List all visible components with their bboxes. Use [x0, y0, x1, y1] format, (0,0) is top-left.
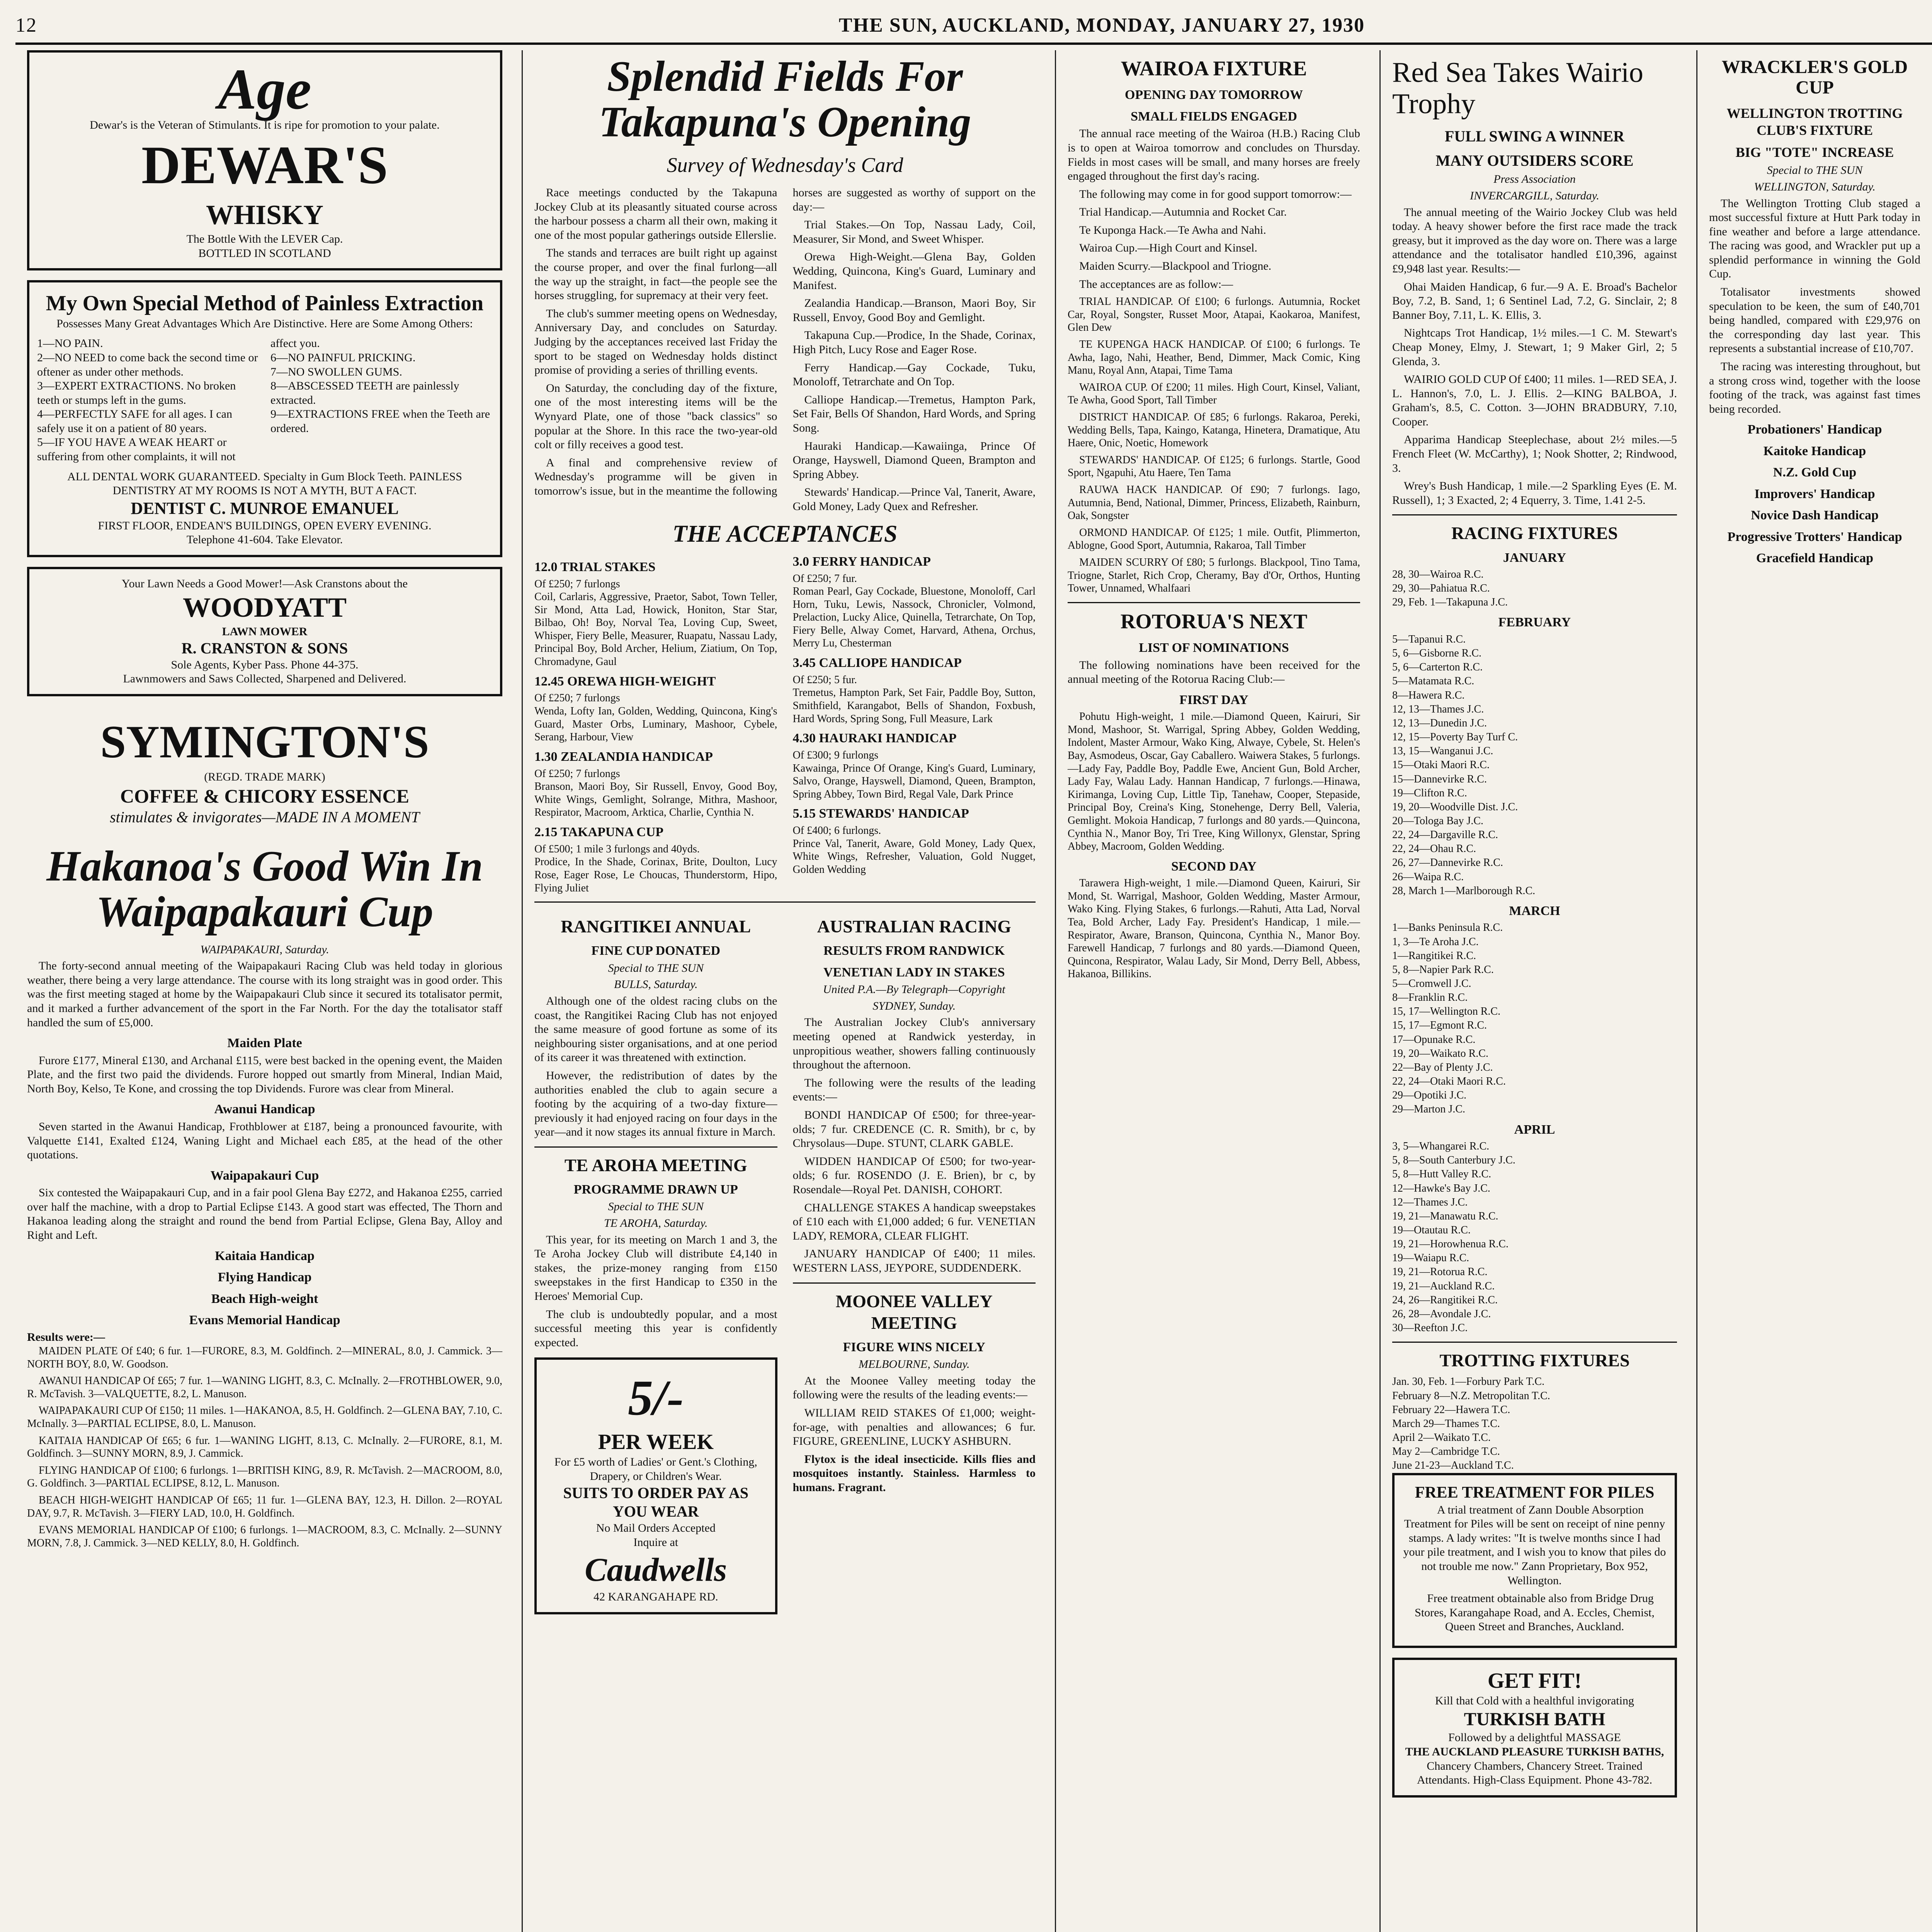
rangitikei-paragraph: Although one of the oldest racing clubs on the coast, the Rangitikei Racing Club has not enjoyed the same measure of good fortune as some of its neighbouring sister organisations, and at one period of its career it was threatened with extinction. [534, 994, 777, 1064]
fixture-item: 3, 5—Whangarei R.C. [1392, 1140, 1490, 1153]
wairoa-paragraph: The following may come in for good support tomorrow:— [1079, 187, 1352, 201]
fixture-item: Jan. 30, Feb. 1—Forbury Park T.C. [1392, 1376, 1545, 1388]
column-1 [15, 50, 514, 1932]
woodyatt-brand: WOODYATT [182, 592, 347, 623]
fixture-item: 5, 6—Carterton R.C. [1392, 661, 1483, 673]
hakanoa-paragraph: Six contested the Waipapakauri Cup, and in a fair pool Glena Bay £272, and Hakanoa £255, carried over half the machine, with a drop to Partial Eclipse £143. A good start was effected, The Thorn and Hakanoa leading along the straight and round the bend from Partial Eclipse, Glena Bay, Alloy and Right and Left. [27, 1186, 502, 1242]
result-item: WIDDEN HANDICAP Of £500; for two-year-olds; 6 fur. ROSENDO (J. E. Brien), br c, by Rosendale—Royal Pet. DANISH, COHORT. [793, 1155, 1036, 1196]
dentist-phone: Telephone 41-604. [186, 533, 274, 546]
fixture-item: 15, 17—Wellington R.C. [1392, 1005, 1501, 1018]
page-number: 12 [15, 14, 37, 36]
woodyatt-agents: Sole Agents, Kyber Pass. Phone 44-375. [171, 658, 359, 671]
race-time: 4.30 [793, 731, 816, 746]
fixture-item: 12—Hawke's Bay J.C. [1392, 1182, 1490, 1194]
fixture-item: 13, 15—Wanganui J.C. [1392, 745, 1493, 757]
rotorua-subhead: LIST OF NOMINATIONS [1139, 641, 1289, 655]
piles-agents: Free treatment obtainable also from Bridge Drug Stores, Karangahape Road, and A. Eccles, Chemist, Queen Street and Branches, Auckland. [1415, 1592, 1655, 1633]
race-name: FERRY HANDICAP [812, 554, 931, 569]
fixture-item: 26, 28—Avondale J.C. [1392, 1308, 1491, 1320]
acceptance-race [793, 806, 1036, 876]
dentist-intro: Possesses Many Great Advantages Which Are Distinctive. Here are Some Among Others: [56, 317, 473, 330]
dewars-tagline: Dewar's is the Veteran of Stimulants. It is ripe for promotion to your palate. [90, 119, 440, 131]
wrackler-headline: WRACKLER'S GOLD CUP [1721, 57, 1908, 98]
rangitikei-teAroha [534, 910, 777, 1622]
bath-venue: THE AUCKLAND PLEASURE TURKISH BATHS, [1405, 1745, 1664, 1759]
takapuna-suggestion: Orewa High-Weight.—Glena Bay, Golden Wedding, Quincona, King's Guard, Luminary and Manifest. [793, 250, 1036, 292]
dentist-lift: Take Elevator. [276, 533, 343, 546]
takapuna-suggestion: Hauraki Handicap.—Kawaiinga, Prince Of Orange, Hayswell, Diamond Queen, Brampton and Spring Abbey. [793, 439, 1036, 481]
wairoa-race: MAIDEN SCURRY Of £80; 5 furlongs. Blackpool, Tino Tama, Triogne, Starlet, Rich Crop, Cheramy, Bay d'Or, Orthos, Hunting Tower, Unnamed, Whalfaari [1068, 556, 1360, 595]
wairoa-race: TRIAL HANDICAP. Of £100; 6 furlongs. Autumnia, Rocket Car, Royal, Songster, Russet Moor, Atapai, Kaokaroa, Manifest, Glen Dew [1068, 296, 1360, 334]
wrackler-subhead: WELLINGTON TROTTING CLUB'S FIXTURE [1726, 105, 1903, 138]
fixture-item: April 2—Waikato T.C. [1392, 1431, 1491, 1444]
result-item: MAIDEN PLATE Of £40; 6 fur. 1—FURORE, 8.3, M. Goldfinch. 2—MINERAL, 8.0, J. Cammick. 3—NORTH BOY, 8.0, W. Goodson. [27, 1345, 502, 1370]
caudwells-per: PER WEEK [598, 1430, 714, 1454]
redsea-headline: Red Sea Takes Wairio Trophy [1392, 57, 1643, 120]
lower-section [534, 910, 1036, 1622]
fixture-item: 17—Opunake R.C. [1392, 1033, 1476, 1046]
fixture-item: 15—Otaki Maori R.C. [1392, 759, 1490, 771]
race-name: OREWA HIGH-WEIGHT [567, 674, 716, 689]
dentist-headline: My Own Special Method of Painless Extraction [46, 291, 484, 316]
dentist-guarantee: ALL DENTAL WORK GUARANTEED. Specialty in Gum Block Teeth. PAINLESS DENTISTRY AT MY ROOMS IS NOT A MYTH, BUT A FACT. [67, 470, 462, 497]
takapuna-suggestion: Calliope Handicap.—Tremetus, Hampton Park, Set Fair, Bells Of Shandon, Hard Words, and Spring Song. [793, 393, 1036, 434]
fixture-item: February 8—N.Z. Metropolitan T.C. [1392, 1389, 1550, 1402]
symingtons-slogan: stimulates & invigorates—MADE IN A MOMENT [110, 808, 420, 826]
fixture-item: 5—Matamata R.C. [1392, 675, 1475, 687]
wairoa-race: WAIROA CUP. Of £200; 11 miles. High Court, Kinsel, Valiant, Te Awha, Good Sport, Tall Timber [1068, 381, 1360, 406]
symingtons-ad [27, 706, 502, 835]
hakanoa-subhead: Maiden Plate [227, 1036, 302, 1051]
bath-product: TURKISH BATH [1464, 1709, 1605, 1730]
moonee-headline: MOONEE VALLEY MEETING [835, 1291, 993, 1333]
trotting-fixtures-headline: TROTTING FIXTURES [1439, 1350, 1630, 1371]
acceptance-race [534, 560, 777, 668]
result-item: AWANUI HANDICAP Of £65; 7 fur. 1—WANING LIGHT, 8.3, C. McInally. 2—FROTHBLOWER, 9.0, R. McTavish. 3—VALQUETTE, 8.2, L. Manuson. [27, 1375, 502, 1400]
race-entries: Prince Val, Tanerit, Aware, Gold Money, Lady Quex, White Wings, Refresher, Valuation, Gold Nugget, Golden Wedding [793, 837, 1036, 876]
race-terms: Of £250; 7 furlongs [534, 692, 620, 704]
fixture-item: May 2—Cambridge T.C. [1392, 1446, 1500, 1458]
fixture-item: 29, Feb. 1—Takapuna J.C. [1392, 596, 1508, 609]
woodyatt-footer: Lawnmowers and Saws Collected, Sharpened and Delivered. [123, 672, 406, 685]
wairoa-paragraph: Te Kuponga Hack.—Te Awha and Nahi. [1079, 223, 1266, 236]
rotorua-headline: ROTORUA'S NEXT [1120, 609, 1308, 633]
dentist-point: 1—NO PAIN. [37, 337, 103, 350]
race-terms: Of £250; 5 fur. [793, 673, 857, 686]
result-item: EVANS MEMORIAL HANDICAP Of £100; 6 furlongs. 1—MACROOM, 8.3, C. McInally. 2—SUNNY MORN, 7.8, J. Cammick. 3—NED KELLY, 8.0, H. Goldfinch. [27, 1524, 502, 1549]
dewars-headline: Age [218, 57, 311, 121]
wairoa-subhead2: SMALL FIELDS ENGAGED [1131, 109, 1297, 124]
woodyatt-ad [27, 567, 502, 696]
wairoa-paragraph: The annual race meeting of the Wairoa (H.B.) Racing Club is to open at Wairoa tomorrow and concludes on Thursday. Fields in most cases will be small, and many horses are freely engaged throughout the first day's racing. [1068, 127, 1360, 183]
race-name: HAURAKI HANDICAP [819, 731, 957, 746]
racing-fixtures-headline: RACING FIXTURES [1451, 523, 1618, 543]
moonee-paragraph: At the Moonee Valley meeting today the following were the results of the leading events:— [793, 1374, 1036, 1401]
dentist-point: 4—PERFECTLY SAFE for all ages. I can safely use it on a patient of 80 years. [37, 408, 232, 435]
australian-dateline: SYDNEY, Sunday. [872, 999, 956, 1012]
fixture-item: 28, 30—Wairoa R.C. [1392, 568, 1484, 581]
result-item: BONDI HANDICAP Of £500; for three-year-olds; 7 fur. CREDENCE (C. R. Smith), br c, by Chrysolaus—Dupe. STUNT, CLARK GABLE. [793, 1108, 1036, 1150]
redsea-subhead2: MANY OUTSIDERS SCORE [1435, 151, 1634, 169]
race-terms: Of £250; 7 furlongs [534, 767, 620, 780]
result-item: CHALLENGE STAKES A handicap sweepstakes of £10 each with £1,000 added; 6 fur. VENETIAN LADY, REMORA, CLEAR FLIGHT. [793, 1201, 1036, 1242]
race-name: TAKAPUNA CUP [560, 825, 664, 840]
fixture-item: 29—Opotiki J.C. [1392, 1089, 1467, 1102]
rotorua-intro: The following nominations have been received for the annual meeting of the Rotorua Racing Club:— [1068, 658, 1360, 686]
fixture-item: 22—Bay of Plenty J.C. [1392, 1061, 1493, 1073]
symingtons-product: COFFEE & CHICORY ESSENCE [120, 785, 409, 807]
wrackler-paragraph: The Wellington Trotting Club staged a most successful fixture at Hutt Park today in fine weather and before a large attendance. The racing was good, and Wrackler put up a splendid performance in winning the Gold Cup. [1709, 197, 1920, 281]
takapuna-paragraph: The stands and terraces are built right up against the course proper, and over the final furlong—all the way up the straight, in fact—the people see the horses struggling, for supremacy at their very feet. [534, 247, 777, 302]
rotorua-day: FIRST DAY [1179, 692, 1248, 707]
acceptance-race [534, 674, 777, 744]
fixture-item: 22, 24—Otaki Maori R.C. [1392, 1075, 1506, 1088]
race-time: 1.30 [534, 749, 558, 764]
wrackler-paragraph: Totalisator investments showed speculation to be keen, the sum of £40,701 being handled, compared with £29,976 on the corresponding day last year. This represents a substantial increase of £10,707. [1709, 286, 1920, 355]
race-entries: Wenda, Lofty Ian, Golden, Wedding, Quincona, King's Guard, Master Orbs, Luminary, Mashoor, Cybele, Serang, Harbour, View [534, 705, 777, 743]
wrackler-subhead-race: Improvers' Handicap [1754, 486, 1875, 501]
teAroha-dateline: TE AROHA, Saturday. [604, 1217, 708, 1230]
trotting-fixtures-list [1392, 1375, 1677, 1472]
race-terms: Of £400; 6 furlongs. [793, 825, 881, 837]
fixture-item: 20—Tologa Bay J.C. [1392, 815, 1484, 827]
fixture-item: 19—Clifton R.C. [1392, 787, 1467, 799]
moonee-paragraph: WILLIAM REID STAKES Of £1,000; weight-for-age, with penalties and allowances; 6 fur. FIGURE, GREENLINE, LUCKY ASHBURN. [793, 1406, 1036, 1448]
wairoa-race: RAUWA HACK HANDICAP. Of £90; 7 furlongs. Iago, Autumnia, Bend, National, Dimmer, Princess, Elizabeth, Rainburn, Oak, Songster [1068, 483, 1360, 522]
result-item: KAITAIA HANDICAP Of £65; 6 fur. 1—WANING LIGHT, 8.13, C. McInally. 2—FURORE, 8.1, M. Goldfinch. 3—SUNNY MORN, 8.9, J. Cammick. [27, 1434, 502, 1460]
race-terms: Of £500; 1 mile 3 furlongs and 40yds. [534, 843, 700, 855]
wrackler-subhead-race: Novice Dash Handicap [1751, 508, 1879, 523]
race-entries: Roman Pearl, Gay Cockade, Bluestone, Monoloff, Carl Horn, Tuku, Lewis, Nassock, Chronicler, Volmond, Prelaction, Lucky Alice, Quinella, Tetrarchate, On Top, Fiery Belle, Alway Comet, Harvard, Athena, Orchus, Merry Lu, Chesterman [793, 585, 1036, 650]
wrackler-subhead-race: Probationers' Handicap [1747, 422, 1882, 437]
race-terms: Of £300; 9 furlongs [793, 749, 879, 762]
wrackler-subhead2: BIG "TOTE" INCREASE [1735, 145, 1894, 160]
fixture-item: 19, 21—Horowhenua R.C. [1392, 1238, 1509, 1250]
wairoa-paragraph: Maiden Scurry.—Blackpool and Triogne. [1079, 260, 1272, 273]
bath-line1: Kill that Cold with a healthful invigorating [1435, 1694, 1634, 1708]
dentist-point: 2—NO NEED to come back the second time or oftener as under other methods. [37, 351, 258, 378]
column-5 [1696, 50, 1932, 1932]
dentist-point: 9—EXTRACTIONS FREE when the Teeth are ordered. [270, 408, 490, 435]
fixture-item: 1—Rangitikei R.C. [1392, 949, 1476, 962]
race-time: 3.45 [793, 656, 816, 670]
australian-paragraph: The Australian Jockey Club's anniversary meeting opened at Randwick yesterday, in unpropitious weather, showers falling continuously throughout the afternoon. [793, 1016, 1036, 1071]
race-entries: Tremetus, Hampton Park, Set Fair, Paddle Boy, Sutton, Smithfield, Karangabot, Bells of Shandon, Foxbush, Hard Words, Spring Song, Full Measure, Lark [793, 687, 1036, 725]
fixture-item: 8—Franklin R.C. [1392, 992, 1468, 1004]
fixture-item: 26—Waipa R.C. [1392, 871, 1464, 883]
australian-moonee [793, 910, 1036, 1622]
race-entries: Branson, Maori Boy, Sir Russell, Envoy, Good Boy, White Wings, Gemlight, Solrange, Mithra, Mashoor, Respirator, Macroom, Arktica, Charlie, Cynthia N. [534, 781, 777, 819]
takapuna-paragraph: Race meetings conducted by the Takapuna Jockey Club at its pleasantly situated course across the harbour possess a charm all their own, making it one of the most popular gatherings outside Ellerslie. [534, 186, 777, 242]
caudwells-offer: For £5 worth of Ladies' or Gent.'s Clothing, Drapery, or Children's Wear. [554, 1456, 757, 1483]
dentist-point: 8—ABSCESSED TEETH are painlessly extracted. [270, 379, 459, 406]
takapuna-body [534, 186, 1036, 514]
fixture-item: 5, 6—Gisborne R.C. [1392, 647, 1481, 660]
race-entries: Prodice, In the Shade, Corinax, Brite, Doulton, Lucy Rose, Eager Rose, Le Choucas, Thunderstorm, Hipo, Flying Juliet [534, 856, 777, 894]
hakanoa-subhead: Beach High-weight [211, 1291, 318, 1306]
rangitikei-dateline: BULLS, Saturday. [614, 978, 698, 991]
hakanoa-subhead: Kaitaia Handicap [215, 1248, 315, 1263]
redsea-byline: Press Association [1493, 173, 1576, 186]
fixture-month: FEBRUARY [1498, 615, 1571, 630]
wairoa-paragraph: Trial Handicap.—Autumnia and Rocket Car. [1079, 206, 1287, 219]
fixture-item: February 22—Hawera T.C. [1392, 1403, 1510, 1416]
wrackler-paragraph: The racing was interesting throughout, but a strong cross wind, together with the loose footing of the track, was against fast times being recorded. [1709, 360, 1920, 415]
race-name: TRIAL STAKES [560, 560, 656, 574]
fixture-item: 26, 27—Dannevirke R.C. [1392, 857, 1503, 869]
hakanoa-dateline: WAIPAPAKAURI, Saturday. [200, 943, 329, 956]
wairoa-subhead: OPENING DAY TOMORROW [1125, 88, 1303, 102]
moonee-dateline: MELBOURNE, Sunday. [859, 1358, 970, 1371]
bath-headline: GET FIT! [1487, 1669, 1582, 1693]
fixture-item: 19, 21—Rotorua R.C. [1392, 1266, 1488, 1278]
takapuna-subhead: Survey of Wednesday's Card [667, 153, 903, 177]
wairoa-race: TE KUPENGA HACK HANDICAP. Of £100; 6 furlongs. Te Awha, Iago, Nahi, Heather, Bend, Dimmer, Mack Comic, King Manu, Royal Ann, Atapai, Time Tama [1068, 338, 1360, 377]
acceptances-list [534, 554, 1036, 895]
rotorua-day1: Pohutu High-weight, 1 mile.—Diamond Queen, Kairuri, Sir Mond, Mashoor, St. Warrigal, Spring Abbey, Golden Wedding, Indolent, Master Armour, Wako King, Alwaye, Cybele, St. Helen's Bay, Asmodeus, Oscar, Gay Caballero. Waiwera Stakes, 5 furlongs.—Lady Fay, Paddle Boy, Paddle Ewe, Ancient Gun, Bold Archer, Lady Fay, Walau Lady. Hannan Handicap, 7 furlongs.—Hinawa, Kirimanga, Loving Cup, Little Tip, Tanehaw, Cooper, Stepaside, Principal Boy, Creina's King, Stonehenge, Derry Bell, Valeria, Gemlight. Mokoia Handicap, 7 furlongs and 80 yards.—Quincona, Cynthia N., Manor Boy, Tri Tree, King Willonyx, Glenstar, Spring Abbey, Macroom, Golden Wedding. [1068, 711, 1360, 853]
race-time: 2.15 [534, 825, 558, 840]
teAroha-paragraph: This year, for its meeting on March 1 and 3, the Te Aroha Jockey Club will distribute £4,140 in stakes, the prize-money ranging from £150 sweepstakes in the first Handicap to £350 in the Heroes' Memorial Cup. [534, 1233, 777, 1303]
takapuna-headline: Splendid Fields For Takapuna's Opening [599, 53, 971, 146]
takapuna-paragraph: A final and comprehensive review of Wednesday's programme will be given in tomorrow's issue, but in the meantime the following horses are suggested as worthy of support on the day:— [534, 186, 1036, 497]
moonee-subhead: FIGURE WINS NICELY [843, 1340, 985, 1354]
rotorua-day: SECOND DAY [1171, 859, 1257, 874]
fixture-item: 19, 20—Waikato R.C. [1392, 1047, 1488, 1060]
teAroha-special: Special to THE SUN [608, 1200, 704, 1213]
fixture-item: 24, 26—Rangitikei R.C. [1392, 1294, 1498, 1306]
race-name: STEWARDS' HANDICAP [819, 806, 969, 821]
rangitikei-paragraph: However, the redistribution of dates by the authorities enabled the club to again secure a footing by the acquiring of a two-day fixture—previously it had enjoyed racing on four days in the year—and it now stages its annual fixture in March. [534, 1069, 777, 1139]
redsea-paragraph: The annual meeting of the Wairio Jockey Club was held today. A heavy shower before the first race made the track greasy, but it improved as the day wore on. There was a large attendance and the totalisator handled £10,396, against £9,948 last year. Results:— [1392, 206, 1677, 275]
redsea-dateline: INVERCARGILL, Saturday. [1470, 189, 1599, 202]
fixture-item: 5, 8—Hutt Valley R.C. [1392, 1168, 1492, 1180]
column-4 [1379, 50, 1689, 1932]
dentist-point: 5—IF YOU HAVE A WEAK HEART or suffering from other complaints, it will not affect you. [37, 337, 320, 463]
dentist-point: 6—NO PAINFUL PRICKING. [270, 351, 416, 364]
flytox-note: Flytox is the ideal insecticide. Kills flies and mosquitoes instantly. Stainless. Harmless to humans. Fragrant. [793, 1452, 1036, 1494]
symingtons-trademark: (REGD. TRADE MARK) [204, 770, 325, 784]
takapuna-suggestion: Zealandia Handicap.—Branson, Maori Boy, Sir Russell, Envoy, Good Boy and Gemlight. [793, 297, 1036, 324]
fixture-item: 19, 20—Woodville Dist. J.C. [1392, 801, 1518, 813]
hakanoa-subhead: Evans Memorial Handicap [189, 1313, 340, 1327]
race-name: ZEALANDIA HANDICAP [561, 749, 713, 764]
fixture-item: June 21-23—Auckland T.C. [1392, 1459, 1514, 1472]
fixture-item: 29—Marton J.C. [1392, 1103, 1465, 1116]
fixture-item: 19, 21—Manawatu R.C. [1392, 1210, 1498, 1222]
fixture-item: 12—Thames J.C. [1392, 1196, 1468, 1208]
takapuna-suggestion: Stewards' Handicap.—Prince Val, Tanerit, Aware, Gold Money, Lady Quex and Refresher. [793, 486, 1036, 513]
acceptance-race [534, 825, 777, 895]
piles-body: A trial treatment of Zann Double Absorption Treatment for Piles will be sent on receipt of nine penny stamps. A lady writes: "It is twelve months since I had your pile treatment, and I wish you to know that piles do not trouble me now." Zann Proprietary, Box 952, Wellington. [1403, 1503, 1666, 1587]
woodyatt-dealer: R. CRANSTON & SONS [181, 639, 348, 657]
dewars-bottle-note: The Bottle With the LEVER Cap. [186, 233, 343, 246]
redsea-subhead: FULL SWING A WINNER [1445, 127, 1624, 145]
race-time: 3.0 [793, 554, 809, 569]
race-terms: Of £250; 7 fur. [793, 572, 857, 585]
redsea-paragraph: Ohai Maiden Handicap, 6 fur.—9 A. E. Broad's Bachelor Boy, 7.2, B. Sand, 1; 6 Sentinel Lad, 7.2, G. Sinclair, 2; 8 Banner Boy, 7.11, L. K. Ellis, 3. [1392, 280, 1677, 321]
hakanoa-results-head: Results were:— [27, 1331, 105, 1344]
dentist-address: FIRST FLOOR, ENDEAN'S BUILDINGS, OPEN EVERY EVENING. [98, 519, 432, 532]
australian-subhead: RESULTS FROM RANDWICK [823, 944, 1005, 958]
result-item: JANUARY HANDICAP Of £400; 11 miles. WESTERN LASS, JEYPORE, SUDDENDERK. [793, 1247, 1036, 1274]
fixture-month: APRIL [1514, 1122, 1555, 1137]
piles-ad [1392, 1473, 1677, 1648]
takapuna-suggestion: Takapuna Cup.—Prodice, In the Shade, Corinax, High Pitch, Lucy Rose and Eager Rose. [793, 329, 1036, 356]
dentist-points [37, 337, 492, 464]
caudwells-address: 42 KARANGAHAPE RD. [593, 1590, 718, 1604]
fixture-item: 19—Waiapu R.C. [1392, 1252, 1469, 1264]
fixture-item: 22, 24—Dargaville R.C. [1392, 829, 1498, 841]
hakanoa-subhead: Flying Handicap [218, 1270, 312, 1285]
fixture-item: 15, 17—Egmont R.C. [1392, 1019, 1487, 1032]
fixture-item: 1, 3—Te Aroha J.C. [1392, 935, 1479, 948]
wairoa-paragraph: Wairoa Cup.—High Court and Kinsel. [1079, 242, 1257, 255]
masthead [15, 8, 1932, 45]
fixture-month: JANUARY [1503, 550, 1566, 565]
bath-address: Chancery Chambers, Chancery Street. Trained Attendants. High-Class Equipment. Phone 43-782. [1417, 1759, 1653, 1787]
fixture-item: 19, 21—Auckland R.C. [1392, 1280, 1495, 1292]
fixture-item: 1—Banks Peninsula R.C. [1392, 922, 1503, 934]
hakanoa-paragraph: The forty-second annual meeting of the Waipapakauri Racing Club was held today in glorious weather, there being a very large attendance. The course with its long straight was in good order. This was the first meeting staged at home by the Waipapakauri Club since it secured its totalisator permit, and it marked a further advancement of the sport in the Far North. For the day the totalisator staff handled the sum of £5,000. [27, 959, 502, 1029]
wrackler-subhead-race: Gracefield Handicap [1756, 551, 1874, 566]
fixture-item: 19—Otautau R.C. [1392, 1224, 1471, 1236]
hakanoa-subhead: Awanui Handicap [214, 1102, 315, 1117]
fixture-item: 5—Tapanui R.C. [1392, 633, 1466, 645]
hakanoa-headline: Hakanoa's Good Win In Waipapakauri Cup [46, 842, 483, 936]
wairoa-races [1068, 295, 1360, 595]
woodyatt-product: LAWN MOWER [222, 625, 308, 638]
wairoa-paragraph: The acceptances are as follow:— [1079, 277, 1233, 291]
fixture-item: March 29—Thames T.C. [1392, 1417, 1500, 1430]
racing-fixtures-list [1392, 550, 1677, 1335]
wairoa-race: DISTRICT HANDICAP. Of £85; 6 furlongs. Rakaroa, Pereki, Wedding Bells, Tapa, Kaingo, Katanga, Hinetera, Dramatique, Atu Haere, Onic, Noetic, Homework [1068, 411, 1360, 449]
result-item: WAIRIO GOLD CUP Of £400; 11 miles. 1—RED SEA, J. L. Hannon's, 7.0, L. J. Ellis. 2—KING BALBOA, J. Graham's, 8.5, C. Cotton. 3—JOHN BRADBURY, 7.10, Cooper. [1392, 373, 1677, 428]
fixture-month: MARCH [1509, 903, 1560, 918]
australian-paragraph: The following were the results of the leading events:— [793, 1076, 1036, 1104]
column-3 [1055, 50, 1372, 1932]
fixture-item: 28, March 1—Marlborough R.C. [1392, 884, 1536, 897]
dewars-origin: BOTTLED IN SCOTLAND [198, 247, 331, 260]
dewars-brand: DEWAR'S [141, 135, 388, 195]
redsea-paragraph: Nightcaps Trot Handicap, 1½ miles.—1 C. M. Stewart's Cheap Money, Elmy, J. Stewart, 1; 9 Maker Girl, 2; 5 Glenda, 3. [1392, 327, 1677, 368]
acceptances-headline: THE ACCEPTANCES [672, 520, 898, 547]
fixture-item: 5—Cromwell J.C. [1392, 978, 1471, 990]
race-name: CALLIOPE HANDICAP [819, 656, 962, 670]
wrackler-subhead-race: Progressive Trotters' Handicap [1727, 529, 1902, 544]
dewars-product: WHISKY [206, 199, 324, 231]
dewars-ad [27, 50, 502, 270]
caudwells-store: Caudwells [585, 1551, 727, 1588]
wairoa-race: ORMOND HANDICAP. Of £125; 1 mile. Outfit, Plimmerton, Ablogne, Good Sport, Autumnia, Rakaroa, Tall Timber [1068, 526, 1360, 552]
rangitikei-headline: RANGITIKEI ANNUAL [561, 917, 751, 937]
column-2 [522, 50, 1047, 1932]
takapuna-paragraph: On Saturday, the concluding day of the fixture, one of the most interesting items will be the Wynyard Plate, one of those "back classics" so popular at the Shore. In this race the two-year-old colt or filly receives a good test. [534, 381, 777, 451]
rangitikei-subhead: FINE CUP DONATED [591, 944, 721, 958]
race-entries: Kawainga, Prince Of Orange, King's Guard, Luminary, Salvo, Orange, Hayswell, Diamond, Queen, Brampton, Spring Abbey, Town Bird, Regal Vale, Dark Prince [793, 762, 1036, 800]
dentist-ad [27, 280, 502, 557]
symingtons-brand: SYMINGTON'S [100, 716, 429, 767]
acceptance-race [793, 731, 1036, 801]
result-item: BEACH HIGH-WEIGHT HANDICAP Of £65; 11 fur. 1—GLENA BAY, 12.3, H. Dillon. 2—ROYAL DAY, 9.7, R. McTavish. 3—FIERY LAD, 10.0, H. Goldfinch. [27, 1494, 502, 1519]
dentist-name: DENTIST C. MUNROE EMANUEL [131, 498, 399, 518]
takapuna-suggestion: Trial Stakes.—On Top, Nassau Lady, Coil, Measurer, Sir Mond, and Sweet Whisper. [793, 218, 1036, 245]
australian-subhead2: VENETIAN LADY IN STAKES [823, 965, 1005, 980]
caudwells-no-mail: No Mail Orders Accepted [596, 1522, 716, 1535]
hakanoa-paragraph: Furore £177, Mineral £130, and Archanal £115, were best backed in the opening event, the Maiden Plate, and the first two paid the dividends. Furore hopped out smartly from Mineral, Indian Maid, North Boy, Kelso, Te Kone, and crossing the top Dividends. Furore was clear from Mineral. [27, 1054, 502, 1095]
australian-headline: AUSTRALIAN RACING [817, 917, 1011, 937]
rotorua-day2: Tarawera High-weight, 1 mile.—Diamond Queen, Kairuri, Sir Mond, St. Warrigal, Mashoor, Golden Wedding, Master Armour, Wako King. Flying Stakes, 6 furlongs.—Rahuti, Atta Lad, Norval Tea, Bold Archer, Lady Fay. President's Handicap, 1 mile.—Respirator, Aware, Branson, Quincona, Cynthia N., Manor Boy. Farewell Handicap, 7 furlongs and 80 yards.—Diamond Queen, Quincona, Respirator, Walau Lady, Sir Mond, Derry Bell, Abbess, Hakanoa, Billikins. [1068, 877, 1360, 980]
newspaper-title: THE SUN, AUCKLAND, MONDAY, JANUARY 27, 1930 [838, 14, 1365, 36]
fixture-item: 12, 13—Thames J.C. [1392, 703, 1484, 715]
wrackler-dateline: WELLINGTON, Saturday. [1754, 180, 1876, 193]
result-item: Apparima Handicap Steeplechase, about 2½ miles.—5 French Fleet (W. McCarthy), 1; Nook Shotter, 2; Rindwood, 3. [1392, 433, 1677, 474]
acceptance-race [793, 655, 1036, 725]
woodyatt-topline: Your Lawn Needs a Good Mower!—Ask Cranstons about the [121, 577, 408, 590]
wrackler-subhead-race: N.Z. Gold Cup [1773, 465, 1857, 480]
fixture-item: 8—Hawera R.C. [1392, 689, 1465, 701]
acceptance-race [534, 749, 777, 819]
fixture-item: 22, 24—Ohau R.C. [1392, 843, 1476, 855]
wrackler-subhead-race: Kaitoke Handicap [1763, 444, 1866, 458]
wrackler-special: Special to THE SUN [1767, 164, 1863, 177]
caudwells-ad [534, 1357, 777, 1614]
takapuna-suggestion: Ferry Handicap.—Gay Cockade, Tuku, Monoloff, Tetrarchate and On Top. [793, 361, 1036, 388]
hakanoa-results [27, 1345, 502, 1549]
fixture-item: 30—Reefton J.C. [1392, 1322, 1468, 1334]
race-time: 5.15 [793, 806, 816, 821]
caudwells-enquire: Inquire at [633, 1536, 679, 1549]
hakanoa-subhead: Waipapakauri Cup [210, 1168, 319, 1183]
race-entries: Coil, Carlaris, Aggressive, Praetor, Sabot, Town Teller, Sir Mond, Atta Lad, Howick, Honiton, Star Star, Bilbao, Oh! Boy, Norval Tea, Loving Cup, Sweet, Whisper, Fiery Belle, Measurer, Ruapatu, Nassau Lady, Principal Boy, Bold Archer, Helium, Ziatium, On Top, Chromadyne, Gaul [534, 591, 777, 668]
acceptance-race [793, 554, 1036, 650]
caudwells-suits: SUITS TO ORDER PAY AS YOU WEAR [563, 1484, 748, 1520]
turkish-bath-ad [1392, 1658, 1677, 1798]
fixture-item: 15—Dannevirke R.C. [1392, 773, 1487, 785]
bath-line2: Followed by a delightful MASSAGE [1448, 1731, 1621, 1744]
race-time: 12.45 [534, 674, 564, 689]
hakanoa-paragraph: Seven started in the Awanui Handicap, Frothblower at £187, being a pronounced favourite, with Valquette £141, Exalted £124, Waning Light and Michael each £85, at the head of the other quotations. [27, 1120, 502, 1162]
result-item: WAIPAPAKAURI CUP Of £150; 11 miles. 1—HAKANOA, 8.5, H. Goldfinch. 2—GLENA BAY, 7.10, C. McInally. 3—PARTIAL ECLIPSE, 8.0, L. Manuson. [27, 1405, 502, 1430]
wairoa-headline: WAIROA FIXTURE [1121, 57, 1307, 80]
result-item: Wrey's Bush Handicap, 1 mile.—2 Sparkling Eyes (E. M. Russell), 1; 3 Exacted, 2; 4 Equerry, 3. Time, 1.41 2-5. [1392, 480, 1677, 507]
caudwells-price: 5/- [628, 1370, 684, 1426]
fixture-item: 5, 8—Napier Park R.C. [1392, 963, 1494, 976]
fixture-item: 29, 30—Pahiatua R.C. [1392, 582, 1490, 595]
rangitikei-special: Special to THE SUN [608, 961, 704, 975]
piles-headline: FREE TREATMENT FOR PILES [1415, 1484, 1655, 1502]
teAroha-subhead: PROGRAMME DRAWN UP [573, 1182, 738, 1197]
dentist-point: 3—EXPERT EXTRACTIONS. No broken teeth or stumps left in the gums. [37, 379, 236, 406]
race-terms: Of £250; 7 furlongs [534, 578, 620, 590]
result-item: FLYING HANDICAP Of £100; 6 furlongs. 1—BRITISH KING, 8.9, R. McTavish. 2—MACROOM, 8.0, G. Goldfinch. 3—PARTIAL ECLIPSE, 8.12, L. Manuson. [27, 1464, 502, 1490]
dentist-point: 7—NO SWOLLEN GUMS. [270, 365, 402, 378]
wairoa-race: STEWARDS' HANDICAP. Of £125; 6 furlongs. Startle, Good Sport, Ngapuhi, Atu Haere, Ten Tama [1068, 454, 1360, 479]
teAroha-paragraph: The club is undoubtedly popular, and a most successful meeting this year is confidently expected. [534, 1308, 777, 1349]
fixture-item: 12, 15—Poverty Bay Turf C. [1392, 731, 1518, 743]
fixture-item: 5, 8—South Canterbury J.C. [1392, 1154, 1515, 1167]
race-time: 12.0 [534, 560, 558, 574]
takapuna-paragraph: The club's summer meeting opens on Wednesday, Anniversary Day, and concludes on Saturday. Judging by the acceptances received last Friday the sport to be staged on Wednesday holds distinct promise of providing a series of thrilling events. [534, 307, 777, 377]
teAroha-headline: TE AROHA MEETING [564, 1155, 747, 1175]
australian-byline: United P.A.—By Telegraph—Copyright [823, 983, 1005, 996]
fixture-item: 12, 13—Dunedin J.C. [1392, 717, 1487, 729]
